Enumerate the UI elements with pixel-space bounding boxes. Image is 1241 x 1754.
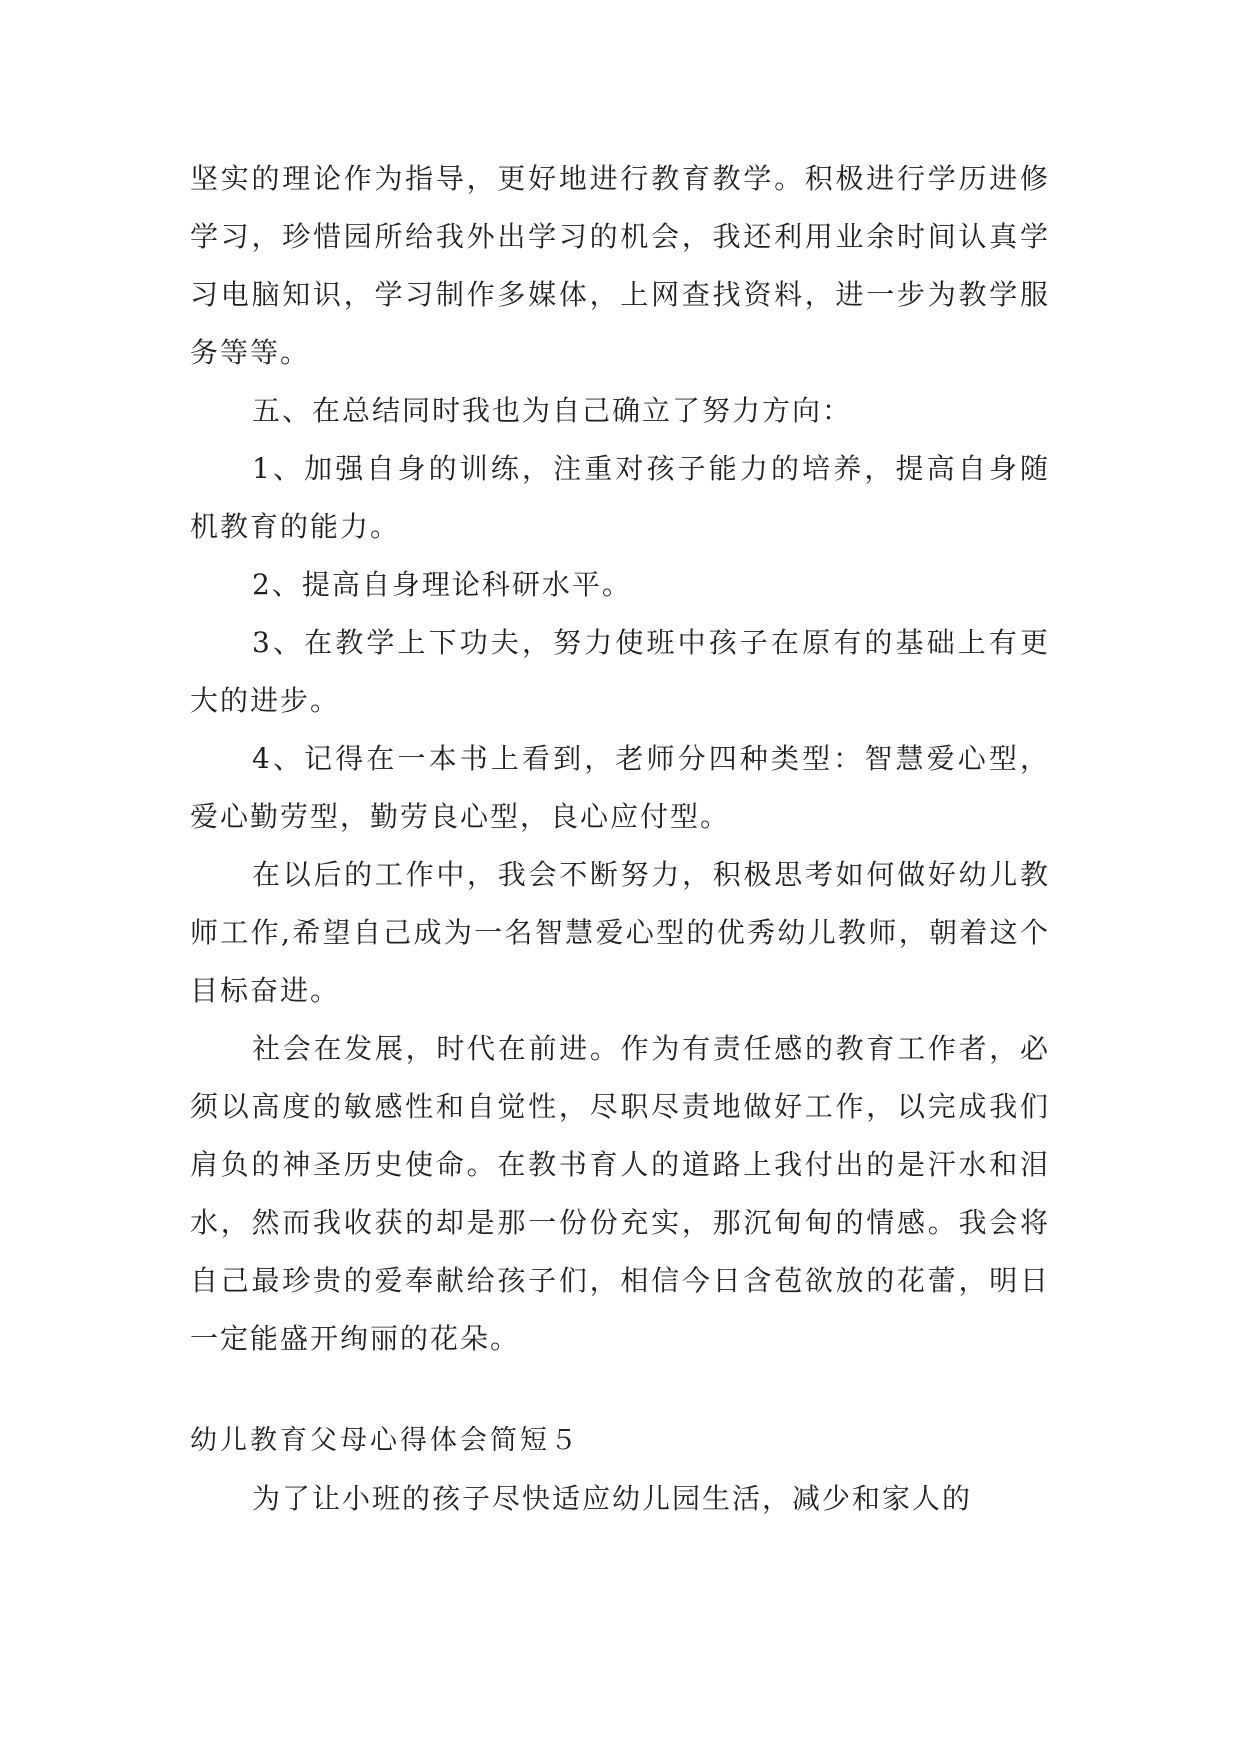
list-item-3: 3、在教学上下功夫，努力使班中孩子在原有的基础上有更大的进步。	[190, 626, 1050, 717]
paragraph-continuation: 坚实的理论作为指导，更好地进行教育教学。积极进行学历进修学习，珍惜园所给我外出学习的机会，我还利用业余时间认真学习电脑知识，学习制作多媒体，上网查找资料，进一步为教学服务等等。	[190, 162, 1050, 369]
paragraph-direction-intro: 五、在总结同时我也为自己确立了努力方向：	[252, 394, 853, 427]
list-item-2: 2、提高自身理论科研水平。	[252, 568, 632, 601]
paragraph-conclusion: 社会在发展，时代在前进。作为有责任感的教育工作者，必须以高度的敏感性和自觉性，尽职尽责地做好工作，以完成我们肩负的神圣历史使命。在教书育人的道路上我付出的是汗水和泪水，然而我收获的却是那一份份充实，那沉甸甸的情感。我会将自己最珍贵的爱奉献给孩子们，相信今日含苞欲放的花蕾，明日一定能盛开绚丽的花朵。	[190, 1032, 1050, 1355]
list-item-4: 4、记得在一本书上看到，老师分四种类型：智慧爱心型，爱心勤劳型，勤劳良心型，良心应付型。	[190, 742, 1050, 833]
list-item-1: 1、加强自身的训练，注重对孩子能力的培养，提高自身随机教育的能力。	[190, 452, 1050, 543]
paragraph-future-work: 在以后的工作中，我会不断努力，积极思考如何做好幼儿教师工作,希望自己成为一名智慧爱心型的优秀幼儿教师，朝着这个目标奋进。	[190, 858, 1050, 1007]
paragraph-section-start: 为了让小班的孩子尽快适应幼儿园生活，减少和家人的	[252, 1482, 973, 1515]
section-heading: 幼儿教育父母心得体会简短５	[190, 1425, 580, 1456]
document-body	[190, 150, 1050, 1528]
